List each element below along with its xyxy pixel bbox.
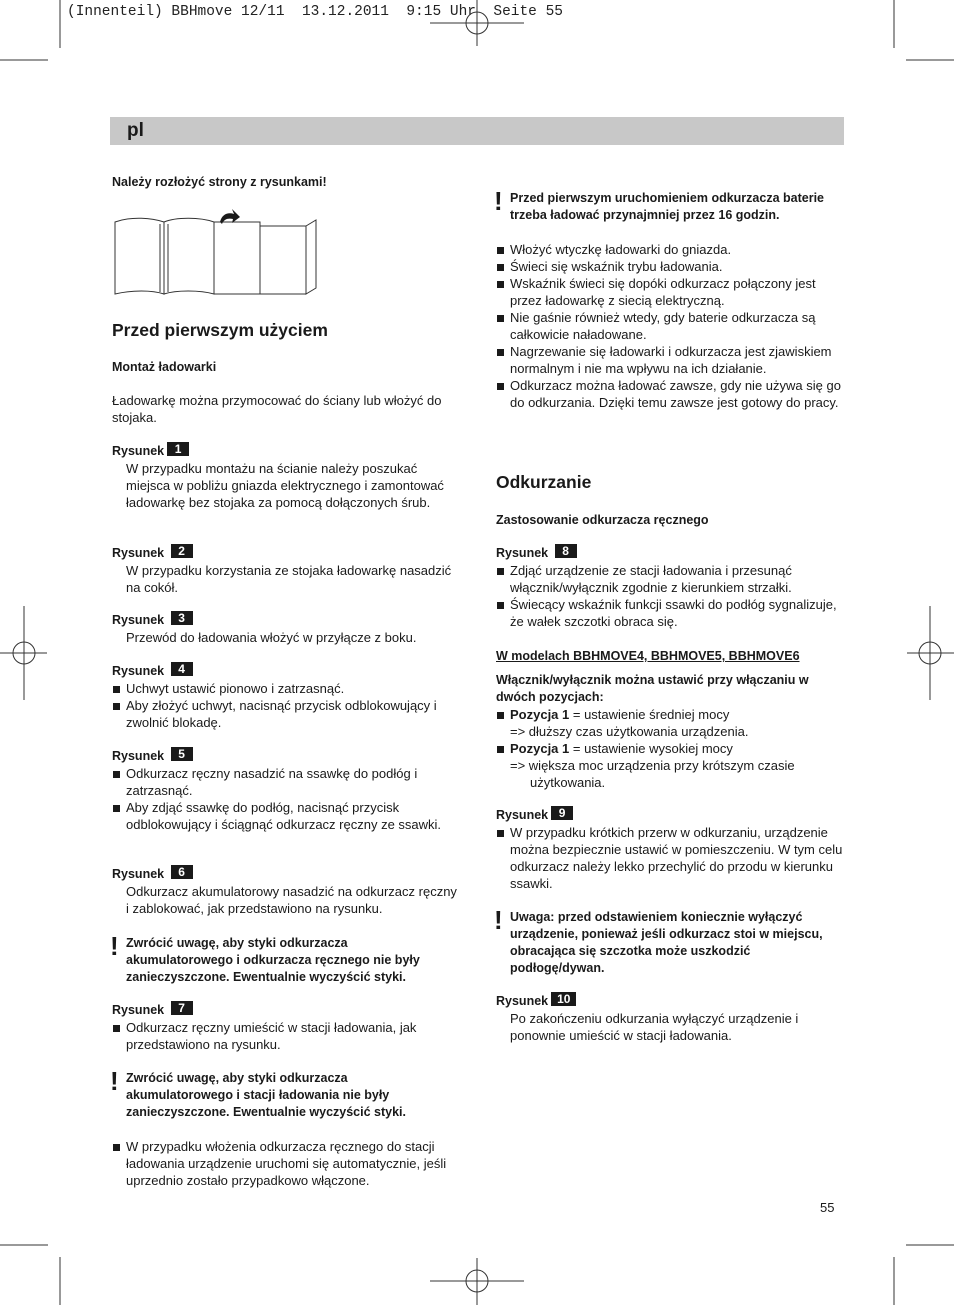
figure-number: 5	[171, 747, 193, 761]
figure-number: 8	[555, 544, 577, 558]
exclamation-icon: !	[494, 186, 503, 216]
figure-number: 3	[171, 611, 193, 625]
list-item: Odkurzacz ręczny nasadzić na ssawkę do podłóg i zatrzasnąć.	[112, 765, 458, 799]
exclamation-icon: !	[110, 1066, 119, 1096]
subtitle-charger-mounting: Montaż ładowarki	[112, 360, 217, 374]
figure-number: 9	[551, 806, 573, 820]
figure-2-block: Rysunek 2 W przypadku korzystania ze stojaka ładowarkę nasadzić na cokół.	[112, 544, 452, 595]
list-item: Pozycja 1 = ustawienie średniej mocy	[496, 706, 846, 723]
list-item: Aby zdjąć ssawkę do podłóg, nacisnąć przycisk odblokowujący i ściągnąć odkurzacz ręczny ze ssawki.	[112, 799, 458, 833]
warning-first-charge: ! Przed pierwszym uruchomieniem odkurzacza baterie trzeba ładować przynajmniej przez 16 godzin.	[494, 186, 824, 222]
subtitle-hand-vacuum: Zastosowanie odkurzacza ręcznego	[496, 513, 709, 527]
list-item: Świeci się wskaźnik trybu ładowania.	[496, 258, 846, 275]
figure-number: 2	[171, 544, 193, 558]
intro-text: Ładowarkę można przymocować do ściany lub włożyć do stojaka.	[112, 393, 442, 425]
language-code: pl	[127, 120, 144, 141]
list-item: Odkurzacz można ładować zawsze, gdy nie używa się go do odkurzania. Dzięki temu zawsze jest gotowy do pracy.	[496, 377, 846, 411]
figure-10-block: Rysunek 10 Po zakończeniu odkurzania wyłączyć urządzenie i ponownie umieścić w stacji ładowania.	[496, 992, 799, 1043]
exclamation-icon: !	[110, 931, 119, 961]
figure-7-block: Rysunek 7 Odkurzacz ręczny umieścić w stacji ładowania, jak przedstawiono na rysunku.	[112, 1001, 458, 1053]
exclamation-icon: !	[494, 905, 503, 935]
unfold-note: Należy rozłożyć strony z rysunkami!	[112, 175, 327, 189]
section-title-vacuuming: Odkurzanie	[496, 472, 592, 492]
auto-start-note	[112, 1138, 458, 1189]
page-number: 55	[820, 1200, 835, 1215]
list-item: Uchwyt ustawić pionowo i zatrzasnąć.	[112, 680, 458, 697]
figure-number: 1	[167, 442, 189, 456]
figure-6-block: Rysunek 6 Odkurzacz akumulatorowy nasadzić na odkurzacz ręczny i zablokować, jak przedstawiono na rysunku.	[112, 865, 457, 916]
figure-number: 4	[171, 662, 193, 676]
figure-number: 6	[171, 865, 193, 879]
language-bar	[110, 117, 844, 145]
section-title-before-first-use: Przed pierwszym użyciem	[112, 320, 328, 340]
list-item: Aby złożyć uchwyt, nacisnąć przycisk odblokowujący i zwolnić blokadę.	[112, 697, 458, 731]
models-heading: W modelach BBHMOVE4, BBHMOVE5, BBHMOVE6	[496, 649, 800, 663]
list-item: W przypadku włożenia odkurzacza ręcznego do stacji ładowania urządzenie uruchomi się automatycznie, jeśli uprzednio zostało przypadkowo włączone.	[112, 1138, 458, 1189]
list-item: Nagrzewanie się ładowarki i odkurzacza jest zjawiskiem normalnym i nie ma wpływu na ich działanie.	[496, 343, 846, 377]
figure-9-block: Rysunek 9 W przypadku krótkich przerw w odkurzaniu, urządzenie można bezpiecznie ustawić w pomieszczeniu. W tym celu odkurzacz należy lekko przechylić do przodu w kierunku ssawki.	[496, 806, 846, 892]
print-slug: (Innenteil) BBHmove 12/11 13.12.2011 9:15 Uhr Seite 55	[67, 4, 563, 20]
figure-8-block: Rysunek 8 Zdjąć urządzenie ze stacji ładowania i przesunąć włącznik/wyłącznik zgodnie z kierunkiem strzałki. Świecący wskaźnik funkcji ssawki do podłóg sygnalizuje, że wałek szczotki obraca się.	[496, 544, 846, 630]
figure-number: 10	[551, 992, 576, 1006]
figure-1-block: Rysunek 1 W przypadku montażu na ścianie należy poszukać miejsca w pobliżu gniazda elektrycznego i zamontować ładowarkę bez stojaka za pomocą dołączonych śrub.	[112, 442, 444, 510]
list-item: Zdjąć urządzenie ze stacji ładowania i przesunąć włącznik/wyłącznik zgodnie z kierunkiem strzałki.	[496, 562, 846, 596]
list-item: Włożyć wtyczkę ładowarki do gniazda.	[496, 241, 846, 258]
power-positions: Pozycja 1 = ustawienie średniej mocy => dłuższy czas użytkowania urządzenia. Pozycja 1 = ustawienie wysokiej mocy => większa moc urządzenia przy krótszym czasie użytkowania.	[496, 706, 846, 791]
warning-contacts-1: ! Zwrócić uwagę, aby styki odkurzacza akumulatorowego i odkurzacza ręcznego nie były zanieczyszczone. Ewentualnie wyczyścić styki.	[110, 931, 420, 984]
figure-3-block: Rysunek 3 Przewód do ładowania włożyć w przyłącze z boku.	[112, 611, 417, 645]
figure-4-block: Rysunek 4 Uchwyt ustawić pionowo i zatrzasnąć. Aby złożyć uchwyt, nacisnąć przycisk odblokowujący i zwolnić blokadę.	[112, 662, 458, 731]
list-item: Świecący wskaźnik funkcji ssawki do podłóg sygnalizuje, że wałek szczotki obraca się.	[496, 596, 846, 630]
warning-switch-off: ! Uwaga: przed odstawieniem koniecznie wyłączyć urządzenie, ponieważ jeśli odkurzacz stoi w miejscu, obracająca się szczotka może uszkodzić podłogę/dywan.	[494, 905, 823, 975]
list-item: Nie gaśnie również wtedy, gdy baterie odkurzacza są całkowicie naładowane.	[496, 309, 846, 343]
figure-number: 7	[171, 1001, 193, 1015]
list-item: Pozycja 1 = ustawienie wysokiej mocy	[496, 740, 846, 757]
unfolded-pages-icon	[112, 208, 322, 298]
list-item: Odkurzacz ręczny umieścić w stacji ładowania, jak przedstawiono na rysunku.	[112, 1019, 458, 1053]
figure-5-block: Rysunek 5 Odkurzacz ręczny nasadzić na ssawkę do podłóg i zatrzasnąć. Aby zdjąć ssawkę do podłóg, nacisnąć przycisk odblokowujący i ściągnąć odkurzacz ręczny ze ssawki.	[112, 747, 458, 833]
warning-contacts-2: ! Zwrócić uwagę, aby styki odkurzacza akumulatorowego i stacji ładowania nie były zanieczyszczone. Ewentualnie wyczyścić styki.	[110, 1066, 406, 1119]
list-item: Wskaźnik świeci się dopóki odkurzacz połączony jest przez ładowarkę z siecią elektryczną.	[496, 275, 846, 309]
switch-note: Włącznik/wyłącznik można ustawić przy włączaniu w dwóch pozycjach:	[496, 673, 809, 704]
charging-list	[496, 241, 846, 411]
list-item: W przypadku krótkich przerw w odkurzaniu, urządzenie można bezpiecznie ustawić w pomieszczeniu. W tym celu odkurzacz należy lekko przechylić do przodu w kierunku ssawki.	[496, 824, 846, 892]
